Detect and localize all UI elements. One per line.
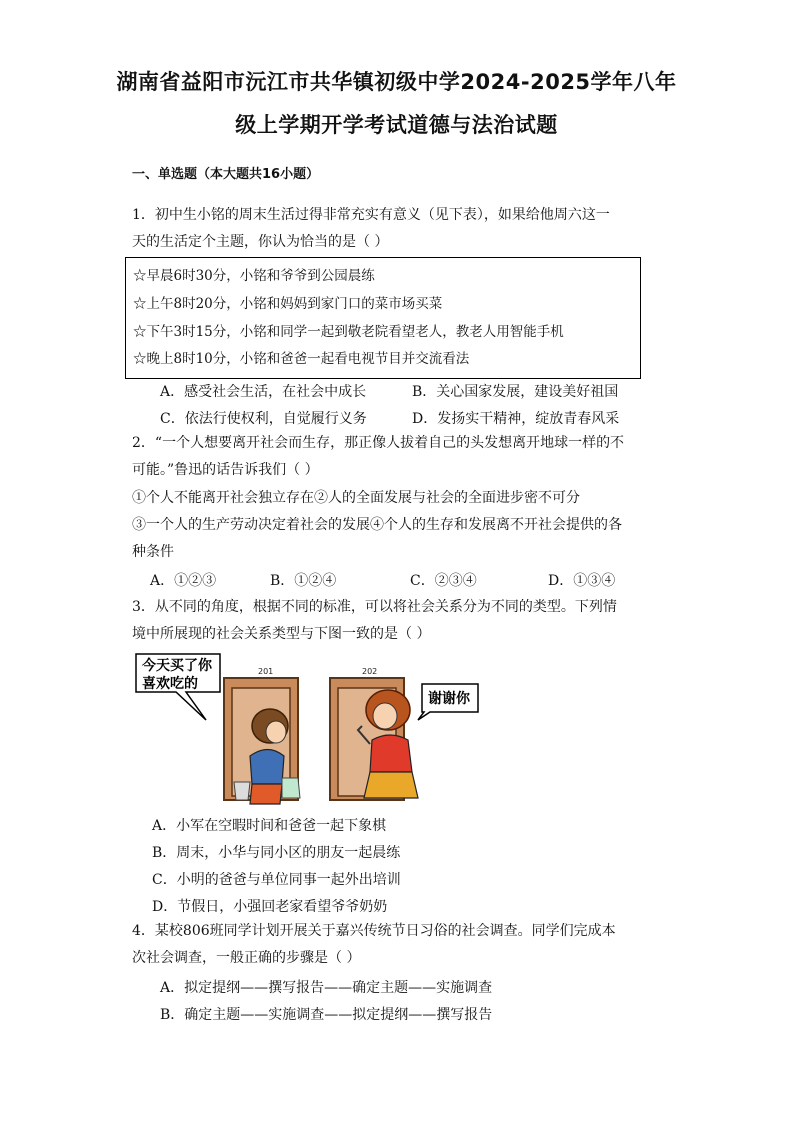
q3-option-b[interactable]: B．周末，小华与同小区的朋友一起晨练 — [152, 845, 401, 861]
schedule-row-1: ☆早晨6时30分，小铭和爷爷到公园晨练 — [133, 268, 375, 284]
q1-option-d[interactable]: D．发扬实干精神，绽放青春风采 — [412, 411, 620, 427]
q4-stem-line-2: 次社会调查，一般正确的步骤是（ ） — [132, 950, 361, 966]
q4-option-b[interactable]: B．确定主题——实施调查——拟定提纲——撰写报告 — [160, 1007, 493, 1023]
q3-option-c[interactable]: C．小明的爸爸与单位同事一起外出培训 — [152, 872, 401, 888]
q2-option-b[interactable]: B．①②④ — [270, 573, 337, 589]
q3-stem-line-1: 3．从不同的角度，根据不同的标准，可以将社会关系分为不同的类型。下列情 — [132, 599, 617, 615]
q2-option-c[interactable]: C．②③④ — [410, 573, 477, 589]
q4-stem-line-1: 4．某校806班同学计划开展关于嘉兴传统节日习俗的社会调查。同学们完成本 — [132, 923, 616, 939]
door-201-number: 201 — [258, 667, 274, 676]
q2-stem-line-1: 2．“一个人想要离开社会而生存，那正像人拔着自己的头发想离开地球一样的不 — [132, 435, 625, 451]
q1-option-c[interactable]: C．依法行使权利，自觉履行义务 — [160, 411, 367, 427]
q1-schedule-table — [125, 257, 641, 379]
schedule-row-4: ☆晚上8时10分，小铭和爸爸一起看电视节目并交流看法 — [133, 351, 470, 367]
q3-option-d[interactable]: D．节假日，小强回老家看望爷爷奶奶 — [152, 899, 388, 915]
q1-option-b[interactable]: B．关心国家发展，建设美好祖国 — [412, 384, 619, 400]
q3-option-a[interactable]: A．小军在空暇时间和爸爸一起下象棋 — [152, 818, 387, 834]
q1-stem-line-1: 1．初中生小铭的周末生活过得非常充实有意义（见下表），如果给他周六这一 — [132, 207, 610, 223]
q3-stem-line-2: 境中所展现的社会关系类型与下图一致的是（ ） — [132, 626, 431, 642]
bubble-left-line-1: 今天买了你 — [142, 658, 212, 674]
q2-statement-line-3: 种条件 — [132, 544, 174, 560]
bubble-right-text: 谢谢你 — [428, 691, 470, 707]
neighbors-illustration — [132, 648, 482, 808]
q2-option-a[interactable]: A．①②③ — [150, 573, 217, 589]
q1-option-a[interactable]: A．感受社会生活，在社会中成长 — [160, 384, 367, 400]
q2-statement-line-2: ③一个人的生产劳动决定着社会的发展④个人的生存和发展离不开社会提供的各 — [132, 517, 622, 533]
schedule-row-3: ☆下午3时15分，小铭和同学一起到敬老院看望老人，教老人用智能手机 — [133, 324, 564, 340]
exam-title-line-2: 级上学期开学考试道德与法治试题 — [235, 113, 558, 137]
q2-option-d[interactable]: D．①③④ — [548, 573, 616, 589]
exam-title-line-1: 湖南省益阳市沅江市共华镇初级中学2024-2025学年八年 — [116, 70, 677, 94]
schedule-row-2: ☆上午8时20分，小铭和妈妈到家门口的菜市场买菜 — [133, 296, 443, 312]
q1-stem-line-2: 天的生活定个主题，你认为恰当的是（ ） — [132, 234, 389, 250]
q4-option-a[interactable]: A．拟定提纲——撰写报告——确定主题——实施调查 — [160, 980, 493, 996]
section-heading: 一、单选题（本大题共16小题） — [132, 167, 320, 182]
q2-stem-line-2: 可能。”鲁迅的话告诉我们（ ） — [132, 462, 319, 478]
bubble-left-line-2: 喜欢吃的 — [142, 676, 198, 692]
q2-statement-line-1: ①个人不能离开社会独立存在②人的全面发展与社会的全面进步密不可分 — [132, 490, 580, 506]
door-202-number: 202 — [362, 667, 378, 676]
